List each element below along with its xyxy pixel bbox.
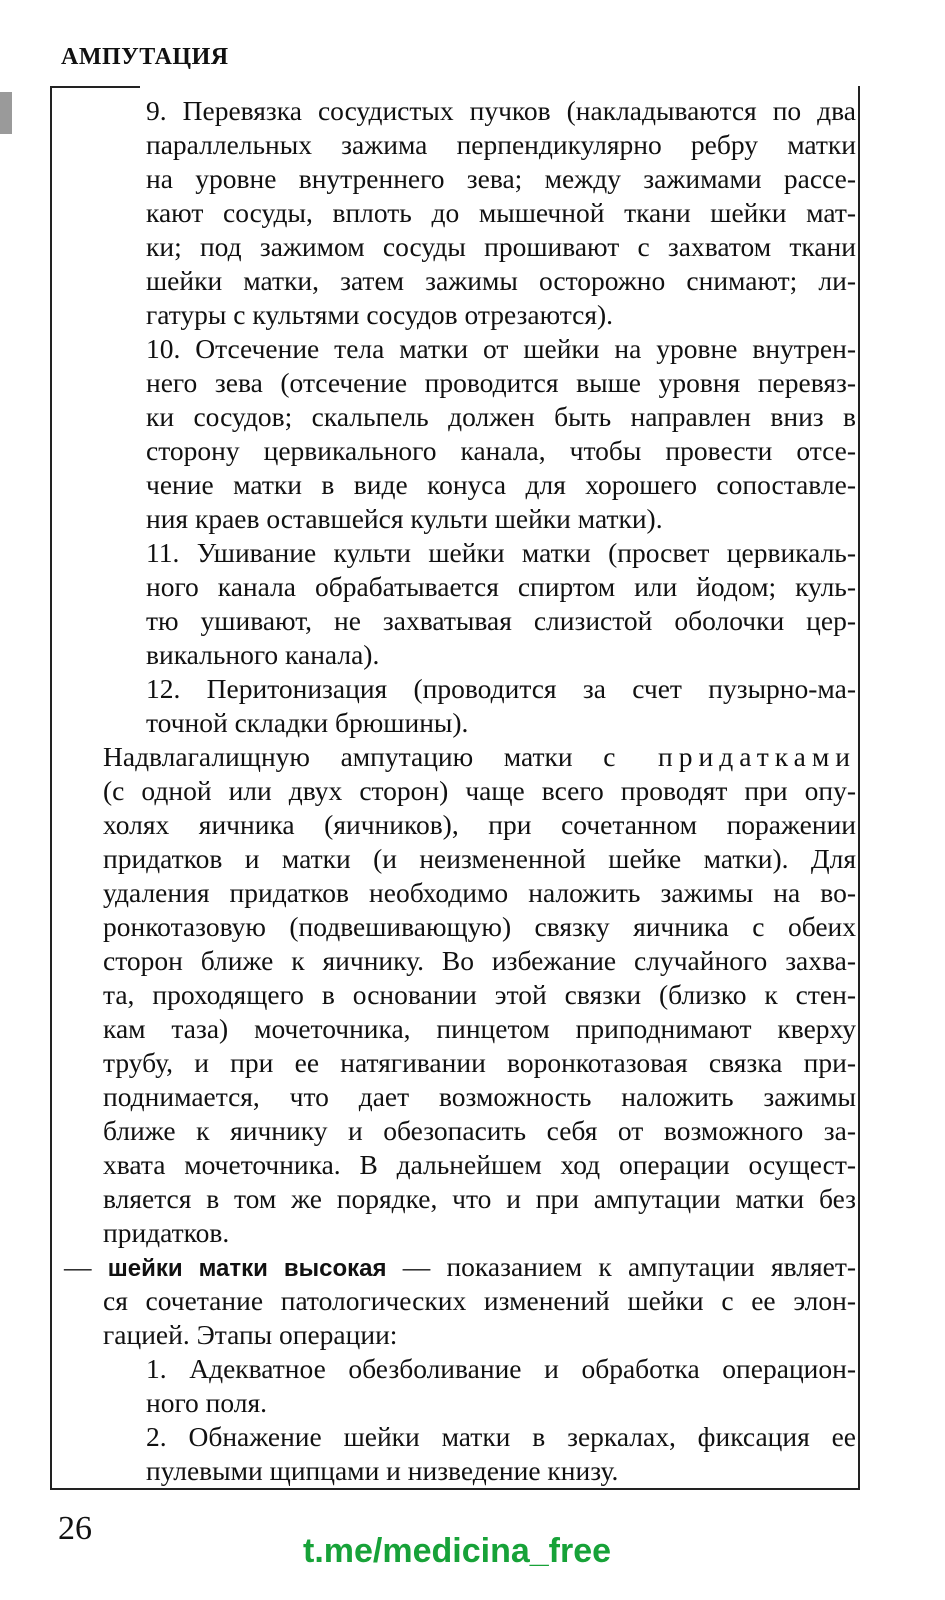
step-12-line-1: 12. Перитонизация (проводится за счет пузырно-ма- (146, 673, 856, 704)
step-2-line-2: пулевыми щипцами и низведение книзу. (146, 1455, 619, 1486)
em-dash: — (64, 1251, 92, 1282)
step-9-line-5: ки; под зажимом сосуды прошивают с захватом ткани (146, 231, 856, 262)
step-11-line-2: ного канала обрабатывается спиртом или йодом; куль- (146, 571, 856, 602)
paragraph-line: удаления придатков необходимо наложить зажимы на во- (103, 877, 856, 908)
step-10-line-4: сторону цервикального канала, чтобы провести отсе- (146, 435, 856, 466)
paragraph-line: кам таза) мочеточника, пинцетом приподнимают кверху (103, 1013, 856, 1044)
step-2-line-1: 2. Обнажение шейки матки в зеркалах, фиксация ее (146, 1421, 856, 1452)
page-number: 26 (58, 1510, 92, 1547)
paragraph-line: ближе к яичнику и обезопасить себя от возможного за- (103, 1115, 856, 1146)
cervix-line: гацией. Этапы операции: (103, 1319, 398, 1350)
step-10-line-3: ки сосудов; скальпель должен быть направлен вниз в (146, 401, 856, 432)
step-9-line-1: 9. Перевязка сосудистых пучков (накладываются по два (146, 95, 856, 126)
channel-link[interactable]: t.me/medicina_free (303, 1532, 612, 1570)
paragraph-line: поднимается, что дает возможность наложить зажимы (103, 1081, 856, 1112)
cervix-line-1 (64, 1250, 856, 1286)
paragraph-line: сторон ближе к яичнику. Во избежание случайного захва- (103, 945, 856, 976)
paragraph-line: та, проходящего в основании этой связки (близко к стен- (103, 979, 856, 1010)
paragraph-line: трубу, и при ее натягивании воронкотазовая связка при- (103, 1047, 856, 1078)
step-11-line-3: тю ушивают, не захватывая слизистой оболочки цер- (146, 605, 856, 636)
step-1-line-2: ного поля. (146, 1387, 268, 1418)
paragraph-lead-text: Надвлагалищную ампутацию матки (103, 741, 573, 772)
paragraph-line: ронкотазовую (подвешивающую) связку яичника с обеих (103, 911, 856, 942)
step-9-line-4: кают сосуды, вплоть до мышечной ткани шейки мат- (146, 197, 856, 228)
step-10-line-1: 10. Отсечение тела матки от шейки на уровне внутрен- (146, 333, 856, 364)
step-9-line-2: параллельных зажима перпендикулярно ребру матки (146, 129, 856, 160)
term-bold: шейки матки высокая (107, 1255, 387, 1282)
step-9-line-7: гатуры с культями сосудов отрезаются). (146, 299, 614, 330)
paragraph-line: придатков и матки (и неизмененной шейке матки). Для (103, 843, 856, 874)
step-1-line-1: 1. Адекватное обезболивание и обработка операцион- (146, 1353, 856, 1384)
step-10-line-6: ния краев оставшейся культи шейки матки). (146, 503, 663, 534)
running-header: АМПУТАЦИЯ (61, 44, 229, 70)
paragraph-line: вляется в том же порядке, что и при ампутации матки без (103, 1183, 856, 1214)
paragraph-line: (с одной или двух сторон) чаще всего проводят при опу- (103, 775, 856, 806)
step-11-line-4: викального канала). (146, 639, 380, 670)
paragraph-line: холях яичника (яичников), при сочетанном поражении (103, 809, 856, 840)
page-edge-mark (0, 92, 12, 134)
cervix-line: ся сочетание патологических изменений шейки с ее элон- (103, 1285, 856, 1316)
paragraph-line: придатков. (103, 1217, 230, 1248)
step-10-line-5: чение матки в виде конуса для хорошего сопоставле- (146, 469, 856, 500)
step-12-line-2: точной складки брюшины). (146, 707, 469, 738)
step-10-line-2: него зева (отсечение проводится выше уровня перевяз- (146, 367, 856, 398)
paragraph-line: хвата мочеточника. В дальнейшем ход операции осущест- (103, 1149, 856, 1180)
spaced-emphasis: с придатками (603, 741, 856, 772)
cervix-line-1-rest: — показанием к ампутации являет- (402, 1251, 856, 1282)
step-11-line-1: 11. Ушивание культи шейки матки (просвет цервикаль- (146, 537, 856, 568)
step-9-line-3: на уровне внутреннего зева; между зажимами рассе- (146, 163, 856, 194)
step-9-line-6: шейки матки, затем зажимы осторожно снимают; ли- (146, 265, 856, 296)
paragraph-line-1 (103, 740, 856, 774)
